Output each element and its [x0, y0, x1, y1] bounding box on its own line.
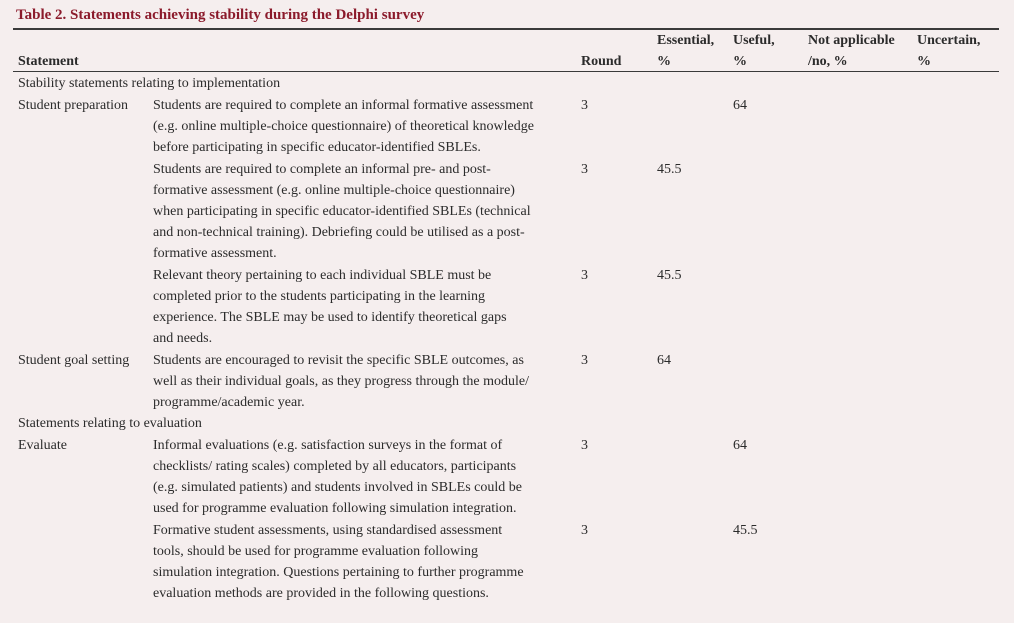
statement-line: programme/academic year. — [153, 395, 305, 410]
statement-cell — [153, 435, 578, 519]
round-value: 3 — [581, 438, 588, 453]
category-label: Student goal setting — [18, 353, 130, 368]
round-value: 3 — [581, 353, 588, 368]
statement-line: well as their individual goals, as they progress through the module/ — [153, 374, 529, 389]
header-not-applicable-line1: Not applicable — [808, 33, 895, 48]
round-value: 3 — [581, 162, 588, 177]
header-essential-line2: % — [657, 54, 671, 69]
category-label: Evaluate — [18, 438, 67, 453]
statement-line: experience. The SBLE may be used to identify theoretical gaps — [153, 310, 507, 325]
statement-cell — [153, 520, 578, 604]
essential-value: 64 — [657, 353, 671, 368]
section-heading: Statements relating to evaluation — [18, 416, 202, 431]
header-statement: Statement — [18, 54, 79, 69]
header-rule — [13, 71, 999, 72]
statement-line: formative assessment. — [153, 246, 277, 261]
statement-cell — [153, 159, 578, 264]
useful-value: 45.5 — [733, 523, 758, 538]
header-uncertain-line2: % — [917, 54, 931, 69]
round-value: 3 — [581, 98, 588, 113]
essential-value: 45.5 — [657, 268, 682, 283]
statement-line: before participating in specific educator-identified SBLEs. — [153, 140, 481, 155]
statement-line: Students are required to complete an informal formative assessment — [153, 98, 534, 113]
statement-line: (e.g. online multiple-choice questionnaire) of theoretical knowledge — [153, 119, 534, 134]
category-label: Student preparation — [18, 98, 129, 113]
statement-line: used for programme evaluation following simulation integration. — [153, 501, 517, 516]
header-essential-line1: Essential, — [657, 33, 715, 48]
header-uncertain-line1: Uncertain, — [917, 33, 981, 48]
round-value: 3 — [581, 523, 588, 538]
statement-line: Informal evaluations (e.g. satisfaction surveys in the format of — [153, 438, 503, 453]
statement-line: tools, should be used for programme evaluation following — [153, 544, 479, 559]
header-not-applicable-line2: /no, % — [808, 54, 848, 69]
statement-line: evaluation methods are provided in the following questions. — [153, 586, 489, 601]
header-useful-line2: % — [733, 54, 747, 69]
statement-line: Students are encouraged to revisit the specific SBLE outcomes, as — [153, 353, 524, 368]
statement-line: and non-technical training). Debriefing could be utilised as a post- — [153, 225, 525, 240]
header-useful-line1: Useful, — [733, 33, 775, 48]
useful-value: 64 — [733, 438, 747, 453]
statement-line: simulation integration. Questions pertaining to further programme — [153, 565, 524, 580]
statement-line: Students are required to complete an informal pre- and post- — [153, 162, 491, 177]
statement-line: and needs. — [153, 331, 213, 346]
section-heading: Stability statements relating to implementation — [18, 76, 281, 91]
statement-line: when participating in specific educator-identified SBLEs (technical — [153, 204, 531, 219]
statement-line: (e.g. simulated patients) and students involved in SBLEs could be — [153, 480, 522, 495]
essential-value: 45.5 — [657, 162, 682, 177]
table-title: Table 2. Statements achieving stability during the Delphi survey — [16, 7, 425, 23]
statement-cell — [153, 265, 578, 349]
statement-line: Relevant theory pertaining to each individual SBLE must be — [153, 268, 492, 283]
useful-value: 64 — [733, 98, 747, 113]
statement-cell — [153, 95, 578, 158]
statement-line: checklists/ rating scales) completed by all educators, participants — [153, 459, 517, 474]
round-value: 3 — [581, 268, 588, 283]
statement-line: formative assessment (e.g. online multiple-choice questionnaire) — [153, 183, 515, 198]
header-round: Round — [581, 54, 622, 69]
statement-line: Formative student assessments, using standardised assessment — [153, 523, 503, 538]
statement-line: completed prior to the students participating in the learning — [153, 289, 486, 304]
statement-cell — [153, 350, 578, 413]
